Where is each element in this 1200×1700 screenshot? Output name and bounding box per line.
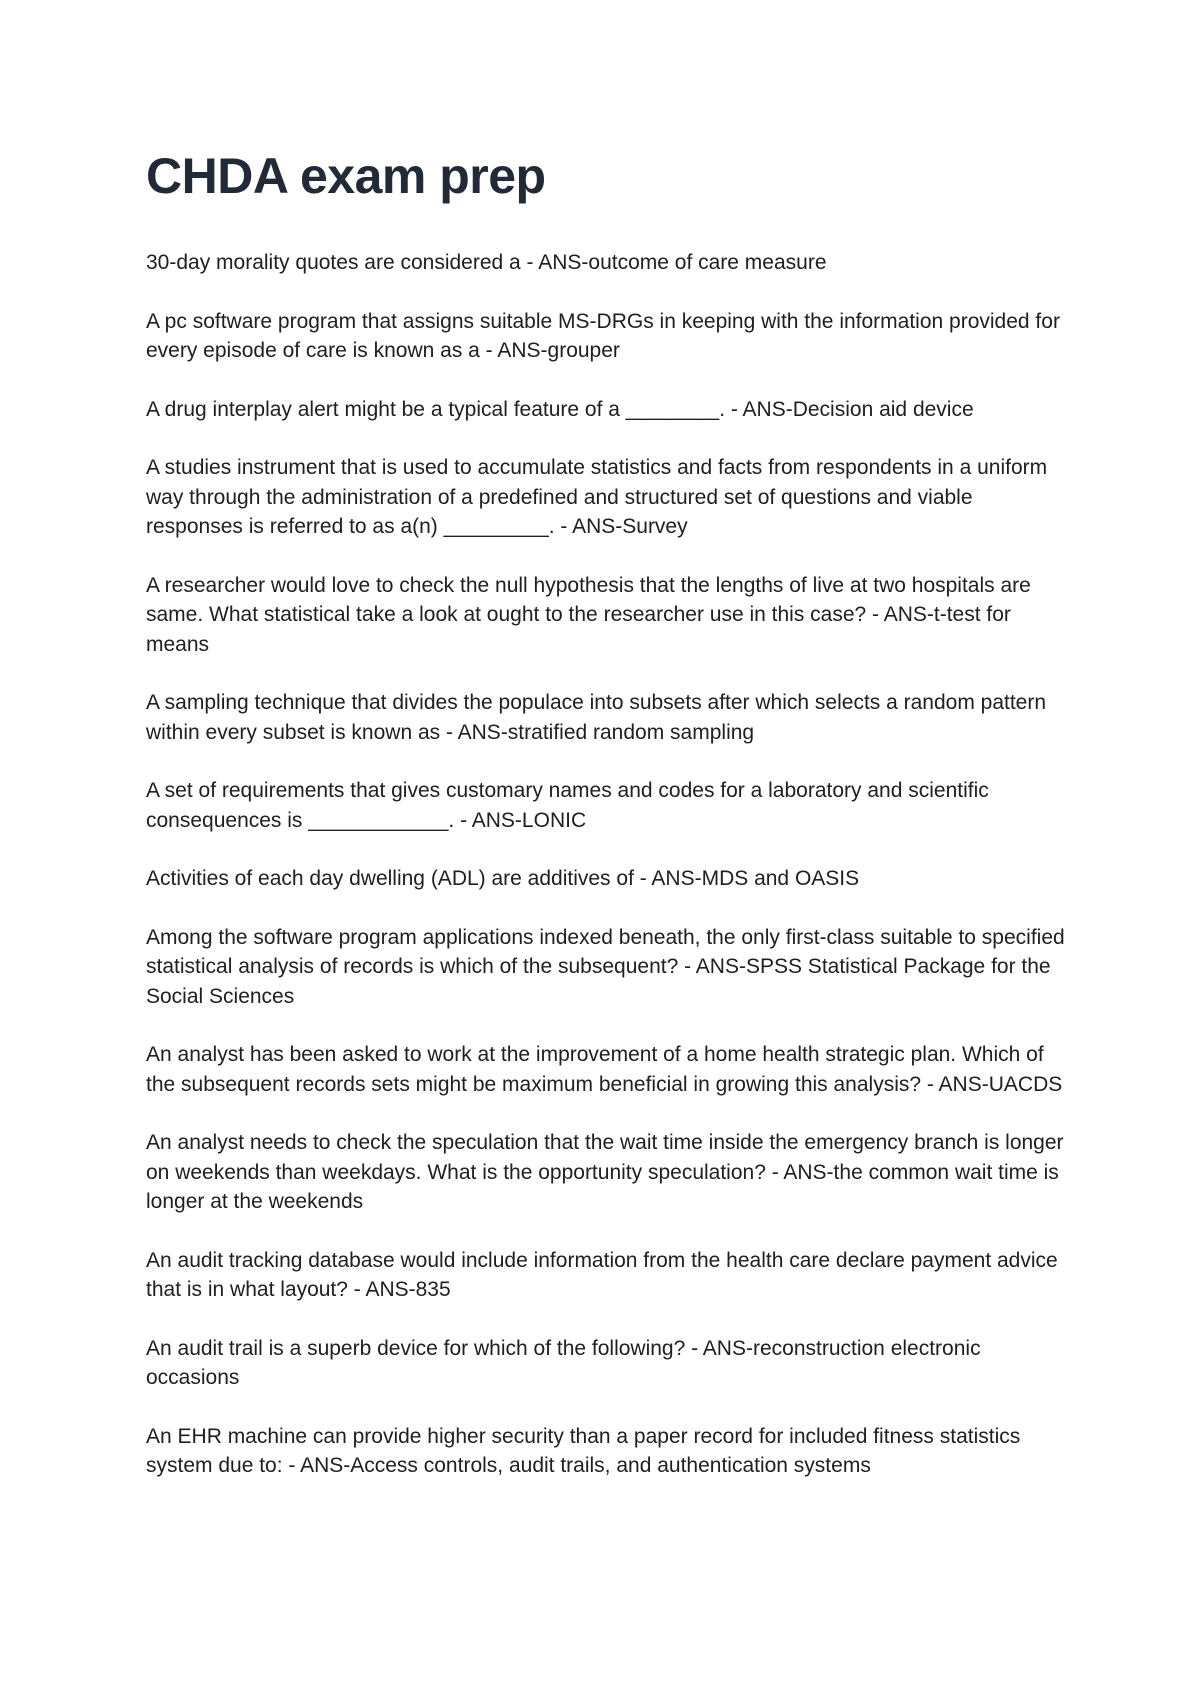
qa-item: 30-day morality quotes are considered a - ANS-outcome of care measure [146,251,827,274]
qa-item: A researcher would love to check the null hypothesis that the lengths of live at two hospitals are same. What statistical take a look at ought to the researcher use in this case? - ANS-t-test for means [146,573,1031,656]
qa-item: A set of requirements that gives customary names and codes for a laboratory and scientific consequences is ____________. - ANS-LONIC [146,779,989,832]
document-title: CHDA exam prep [146,148,546,204]
qa-item: An analyst has been asked to work at the improvement of a home health strategic plan. Which of the subsequent records sets might be maximum beneficial in growing this analysis? - ANS-UACDS [146,1043,1063,1096]
qa-item: Activities of each day dwelling (ADL) are additives of - ANS-MDS and OASIS [146,867,860,890]
qa-item: A pc software program that assigns suitable MS-DRGs in keeping with the information provided for every episode of care is known as a - ANS-grouper [146,309,1060,362]
qa-item: An audit tracking database would include information from the health care declare payment advice that is in what layout? - ANS-835 [146,1248,1058,1301]
qa-item: Among the software program applications indexed beneath, the only first-class suitable to specified statistical analysis of records is which of the subsequent? - ANS-SPSS Statistical Package for the Social Sciences [146,925,1065,1008]
qa-item: An audit trail is a superb device for which of the following? - ANS-reconstruction electronic occasions [146,1336,981,1389]
qa-item: A studies instrument that is used to accumulate statistics and facts from respondents in a uniform way through the administration of a predefined and structured set of questions and viable responses is referred to as a(n) _________. - ANS-Survey [146,456,1048,538]
qa-list [146,248,1066,1481]
qa-item: An EHR machine can provide higher security than a paper record for included fitness statistics system due to: - ANS-Access controls, audit trails, and authentication systems [146,1424,1021,1477]
document-page [146,0,1066,1510]
qa-item: A sampling technique that divides the populace into subsets after which selects a random pattern within every subset is known as - ANS-stratified random sampling [146,691,1047,744]
qa-item: A drug interplay alert might be a typical feature of a ________. - ANS-Decision aid device [146,397,974,421]
qa-item: An analyst needs to check the speculation that the wait time inside the emergency branch is longer on weekends than weekdays. What is the opportunity speculation? - ANS-the common wait time is longer at the weekends [146,1131,1064,1213]
